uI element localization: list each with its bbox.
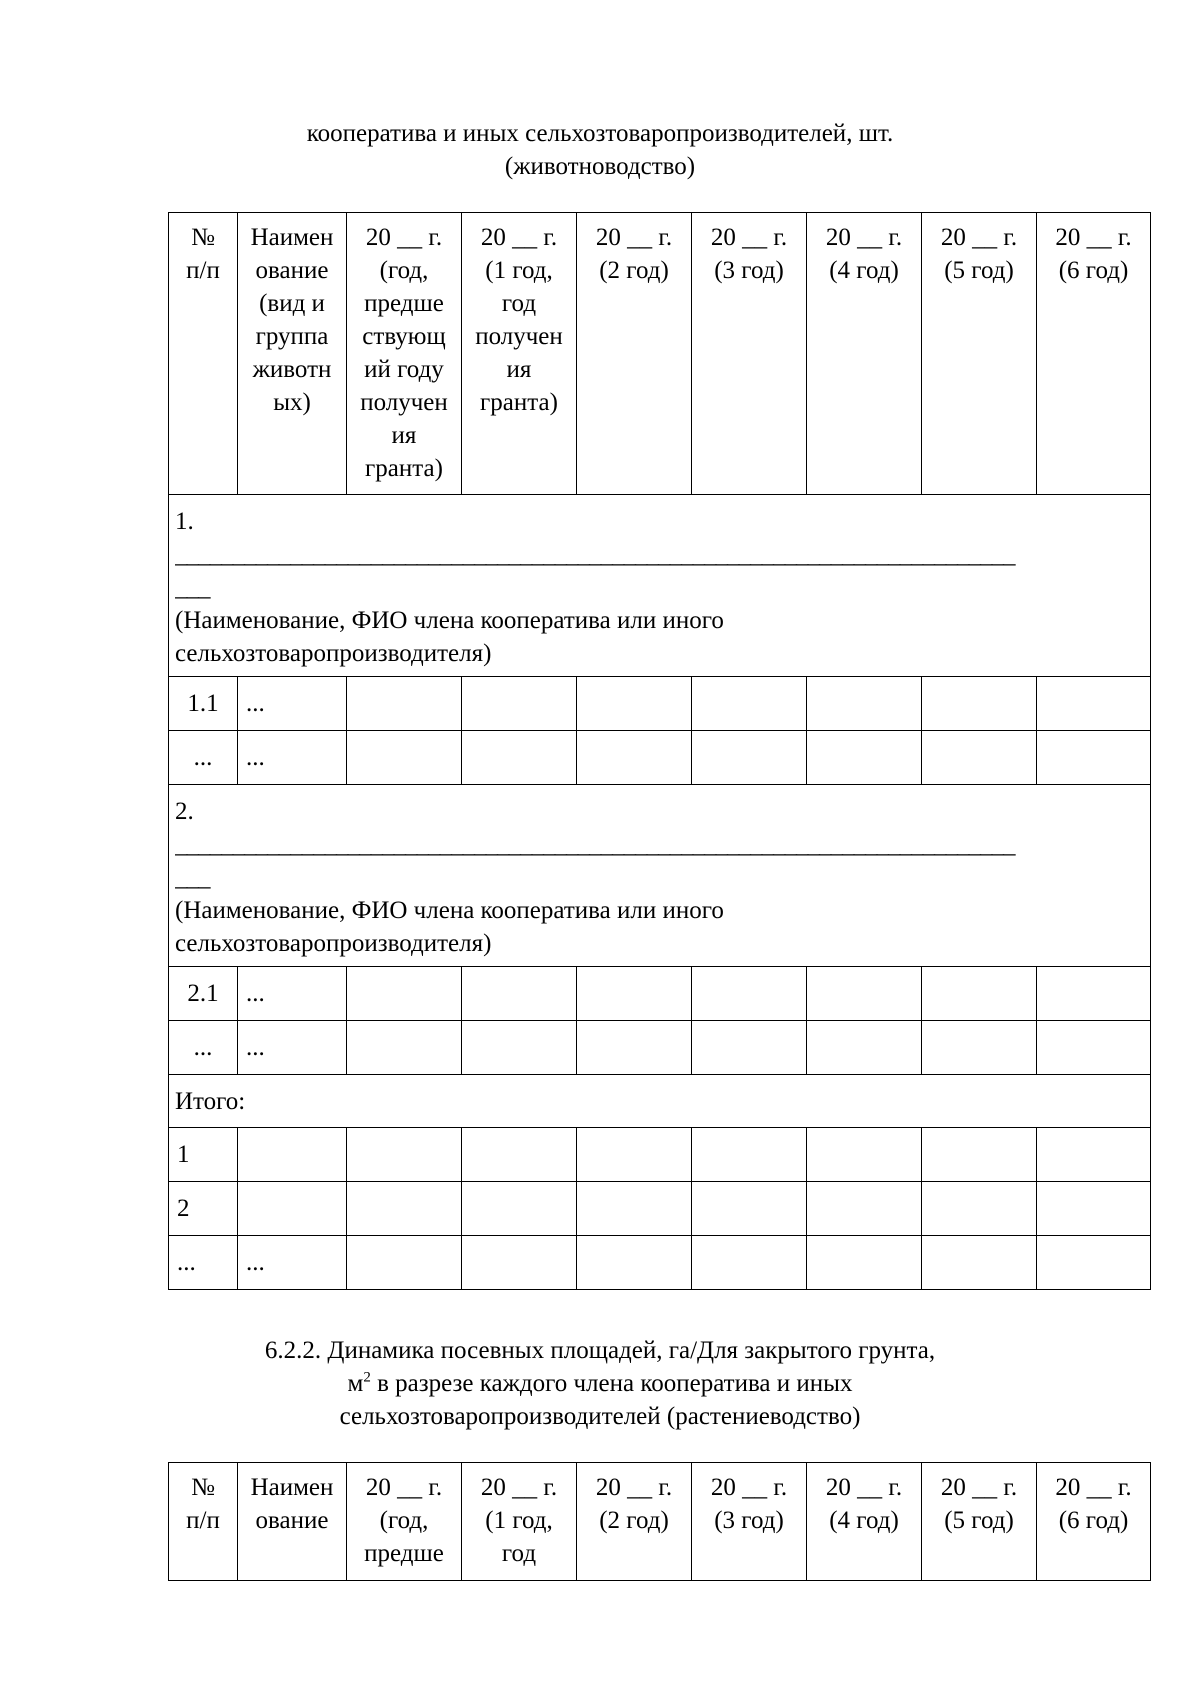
year-value-cell (807, 677, 922, 731)
year-value-cell (692, 677, 807, 731)
table1-header-text: ия (391, 422, 417, 449)
year-value-cell (807, 1236, 922, 1290)
row-number-cell: 1 (169, 1128, 238, 1182)
member-2-number: 2. (175, 798, 194, 825)
table1-header-text: 20 __ г. (480, 224, 558, 251)
row-number-cell: 2 (169, 1182, 238, 1236)
table2-header-text: 20 __ г. (940, 1474, 1018, 1501)
year-value-cell (577, 1128, 692, 1182)
table1-header-text: группа (255, 323, 329, 350)
table2-header-text: предше (364, 1540, 444, 1567)
livestock-table (168, 212, 1151, 1290)
member-1-blank-line-tail: ___ (175, 574, 210, 601)
table2-header-row (169, 1463, 1151, 1581)
table2-header-text: (6 год) (1058, 1507, 1129, 1534)
table1-header-text: № (191, 224, 215, 251)
table1-header-text: (вид и (259, 290, 325, 317)
year-value-cell (1037, 967, 1151, 1021)
table2-header-text: 20 __ г. (825, 1474, 903, 1501)
caption2-unit-superscript: 2 (363, 1369, 371, 1386)
table2-header-text: (3 год) (714, 1507, 784, 1534)
table2-header-text: Наимен (250, 1474, 334, 1501)
member-2-blank-line-tail: ___ (175, 864, 210, 891)
table1-header-cell (577, 213, 692, 495)
year-value-cell (922, 967, 1037, 1021)
year-value-cell (922, 731, 1037, 785)
member-1-row (169, 495, 1151, 677)
total-label: Итого: (169, 1075, 1151, 1128)
table2-header-cell (462, 1463, 577, 1581)
table1-header-text: 20 __ г. (825, 224, 903, 251)
table2-header-cell (238, 1463, 347, 1581)
caption1-line1: кооператива и иных сельхозтоваропроизводителей, шт. (306, 120, 894, 147)
year-value-cell (922, 677, 1037, 731)
total-row (169, 1075, 1151, 1128)
year-value-cell (922, 1021, 1037, 1075)
year-value-cell (577, 1236, 692, 1290)
year-value-cell (577, 1182, 692, 1236)
year-value-cell (462, 1182, 577, 1236)
row-name-cell: ... (238, 967, 347, 1021)
table2-header-cell (1037, 1463, 1151, 1581)
row-name-cell: ... (238, 1021, 347, 1075)
table2-caption (0, 1334, 1200, 1433)
table1-header-text: (1 год, (485, 257, 553, 284)
table1-header-text: (2 год) (599, 257, 669, 284)
year-value-cell (807, 1128, 922, 1182)
year-value-cell (692, 731, 807, 785)
table1-header-text: гранта) (480, 389, 558, 416)
member-2-label-line1: (Наименование, ФИО члена кооператива или иного (175, 897, 724, 924)
row-number-cell: 1.1 (169, 677, 238, 731)
table1-header-text: Наимен (250, 224, 334, 251)
table1-header-text: животн (252, 356, 332, 383)
table2-header-text: 20 __ г. (595, 1474, 673, 1501)
table1-header-text: (4 год) (829, 257, 899, 284)
year-value-cell (347, 967, 462, 1021)
row-number-cell: 2.1 (169, 967, 238, 1021)
year-value-cell (1037, 731, 1151, 785)
year-value-cell (462, 1236, 577, 1290)
table2-header-cell (692, 1463, 807, 1581)
table1-header-text: (6 год) (1058, 257, 1129, 284)
table-row (169, 731, 1151, 785)
row-name-cell (238, 1128, 347, 1182)
table2-header-text: № (191, 1474, 215, 1501)
year-value-cell (462, 1128, 577, 1182)
year-value-cell (1037, 1021, 1151, 1075)
table1-header-text: 20 __ г. (1055, 224, 1132, 251)
table2-header-text: (4 год) (829, 1507, 899, 1534)
year-value-cell (347, 1236, 462, 1290)
caption1-line2: (животноводство) (504, 153, 696, 180)
table2-header-cell (922, 1463, 1037, 1581)
member-2-blank-line: _________________________________________________________________________ (175, 831, 1015, 858)
table1-header-cell (462, 213, 577, 495)
year-value-cell (1037, 1128, 1151, 1182)
table1-header-text: (год, (379, 257, 429, 284)
year-value-cell (347, 1021, 462, 1075)
year-value-cell (807, 1021, 922, 1075)
year-value-cell (347, 677, 462, 731)
table2-header-text: (2 год) (599, 1507, 669, 1534)
table1-header-text: 20 __ г. (710, 224, 788, 251)
row-name-cell (238, 1182, 347, 1236)
member-1-number: 1. (175, 508, 194, 535)
table1-header-text: ия (506, 356, 532, 383)
year-value-cell (347, 731, 462, 785)
year-value-cell (807, 967, 922, 1021)
table1-header-text: предше (364, 290, 444, 317)
year-value-cell (1037, 1182, 1151, 1236)
table-row (169, 1128, 1151, 1182)
table1-header-cell (169, 213, 238, 495)
table2-header-cell (347, 1463, 462, 1581)
member-1-label-line2: сельхозтоваропроизводителя) (175, 640, 492, 667)
table1-header-text: (3 год) (714, 257, 784, 284)
year-value-cell (577, 967, 692, 1021)
year-value-cell (807, 1182, 922, 1236)
year-value-cell (692, 1128, 807, 1182)
row-number-cell: ... (169, 1236, 238, 1290)
table1-header-row (169, 213, 1151, 495)
table1-header-cell (347, 213, 462, 495)
table1-header-text: 20 __ г. (595, 224, 673, 251)
table1-caption (0, 117, 1200, 183)
table1-header-text: год (501, 290, 537, 317)
table2-header-cell (577, 1463, 692, 1581)
table-row (169, 967, 1151, 1021)
year-value-cell (462, 677, 577, 731)
table1-header-text: получен (360, 389, 448, 416)
row-number-cell: ... (169, 731, 238, 785)
table2-header-text: (5 год) (944, 1507, 1014, 1534)
table2-header-text: (1 год, (485, 1507, 553, 1534)
year-value-cell (577, 1021, 692, 1075)
caption2-line1: 6.2.2. Динамика посевных площадей, га/Для закрытого грунта, (264, 1337, 936, 1364)
member-1-blank-line: _________________________________________________________________________ (175, 541, 1015, 568)
table2-header-text: п/п (186, 1507, 220, 1534)
year-value-cell (692, 967, 807, 1021)
table2-header-cell (169, 1463, 238, 1581)
year-value-cell (462, 731, 577, 785)
table1-header-text: гранта) (365, 455, 443, 482)
table1-header-text: п/п (186, 257, 220, 284)
crop-area-table (168, 1462, 1151, 1581)
table2-header-text: (год, (379, 1507, 429, 1534)
table2-header-text: ование (255, 1507, 329, 1534)
table-row (169, 1182, 1151, 1236)
table1-header-text: (5 год) (944, 257, 1014, 284)
table1-header-text: ых) (273, 389, 311, 416)
row-number-cell: ... (169, 1021, 238, 1075)
member-2-cell (169, 785, 1151, 967)
caption2-line3: сельхозтоваропроизводителей (растениеводство) (339, 1403, 861, 1430)
year-value-cell (922, 1128, 1037, 1182)
table2-header-text: 20 __ г. (365, 1474, 443, 1501)
caption2-line2 (0, 1367, 1200, 1400)
year-value-cell (347, 1182, 462, 1236)
table2-header-text: 20 __ г. (710, 1474, 788, 1501)
table1-header-text: ий году (364, 356, 444, 383)
table1-header-cell (807, 213, 922, 495)
table1-header-text: ование (255, 257, 329, 284)
table-row (169, 677, 1151, 731)
year-value-cell (922, 1182, 1037, 1236)
table2-header-text: 20 __ г. (480, 1474, 558, 1501)
table1-header-text: 20 __ г. (940, 224, 1018, 251)
member-1-cell (169, 495, 1151, 677)
member-2-label-line2: сельхозтоваропроизводителя) (175, 930, 492, 957)
caption2-unit: м (347, 1370, 364, 1397)
table2-header-text: год (501, 1540, 537, 1567)
row-name-cell: ... (238, 1236, 347, 1290)
year-value-cell (1037, 677, 1151, 731)
year-value-cell (462, 967, 577, 1021)
row-name-cell: ... (238, 677, 347, 731)
table1-header-text: ствующ (362, 323, 446, 350)
row-name-cell: ... (238, 731, 347, 785)
table1-header-text: 20 __ г. (365, 224, 443, 251)
year-value-cell (462, 1021, 577, 1075)
year-value-cell (807, 731, 922, 785)
table-row (169, 1021, 1151, 1075)
table2-header-text: 20 __ г. (1055, 1474, 1132, 1501)
year-value-cell (347, 1128, 462, 1182)
year-value-cell (1037, 1236, 1151, 1290)
year-value-cell (577, 677, 692, 731)
table1-header-text: получен (475, 323, 563, 350)
table1-header-cell (692, 213, 807, 495)
table1-header-cell (1037, 213, 1151, 495)
member-1-label-line1: (Наименование, ФИО члена кооператива или иного (175, 607, 724, 634)
year-value-cell (692, 1236, 807, 1290)
year-value-cell (692, 1021, 807, 1075)
year-value-cell (577, 731, 692, 785)
table-row (169, 1236, 1151, 1290)
member-2-row (169, 785, 1151, 967)
year-value-cell (922, 1236, 1037, 1290)
table1-header-cell (922, 213, 1037, 495)
table2-header-cell (807, 1463, 922, 1581)
year-value-cell (692, 1182, 807, 1236)
table1-header-cell (238, 213, 347, 495)
caption2-line2-text: в разрезе каждого члена кооператива и иных (370, 1370, 853, 1397)
